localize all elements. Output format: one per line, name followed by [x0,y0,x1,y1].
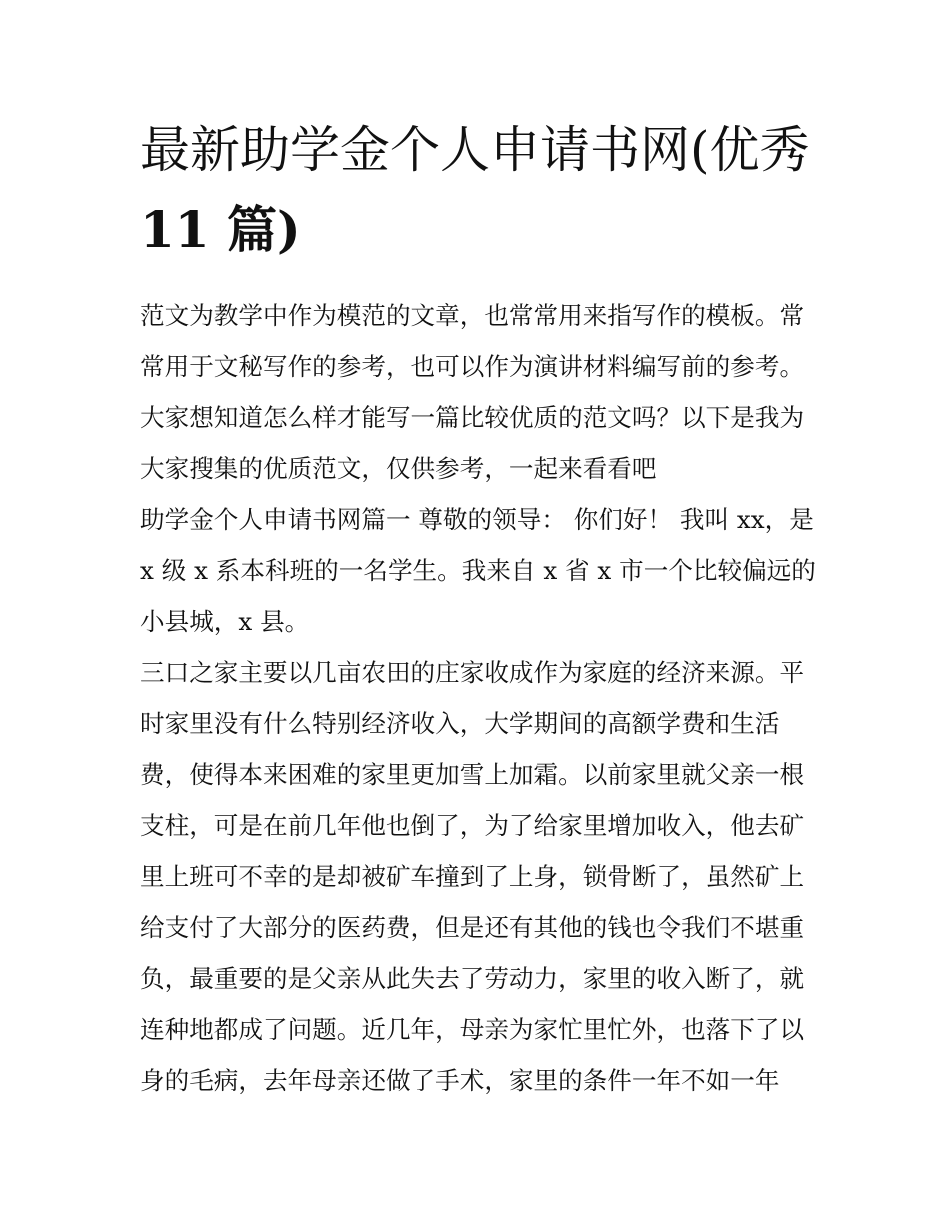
text-line: 助学金个人申请书网篇一 尊敬的领导： 你们好！ 我叫 xx，是 [140,505,814,534]
text-line: 身的毛病，去年母亲还做了手术，家里的条件一年不如一年 [140,1066,780,1095]
document-page [140,110,816,1106]
text-line: 连种地都成了问题。近几年，母亲为家忙里忙外，也落下了以 [140,1015,805,1044]
text-line: 支柱，可是在前几年他也倒了，为了给家里增加收入，他去矿 [140,811,805,840]
text-line: 负，最重要的是父亲从此失去了劳动力，家里的收入断了，就 [140,964,805,993]
text-line: 费，使得本来困难的家里更加雪上加霜。以前家里就父亲一根 [140,760,805,789]
text-line: 小县城，x 县。 [140,607,310,636]
text-line: 里上班可不幸的是却被矿车撞到了上身，锁骨断了，虽然矿上 [140,862,805,891]
title-line: 最新助学金个人申请书网(优秀 [140,121,810,179]
body-paragraph [140,647,812,1106]
text-line: 大家想知道怎么样才能写一篇比较优质的范文吗？以下是我为 [140,403,805,432]
title-line: 11 篇) [140,200,301,259]
text-line: x 级 x 系本科班的一名学生。我来自 x 省 x 市一个比较偏远的 [140,556,816,585]
document-title [140,110,812,270]
greeting-paragraph [140,494,816,647]
intro-paragraph [140,290,812,494]
text-line: 三口之家主要以几亩农田的庄家收成作为家庭的经济来源。平 [140,658,805,687]
text-line: 范文为教学中作为模范的文章，也常常用来指写作的模板。常 [140,301,805,330]
text-line: 给支付了大部分的医药费，但是还有其他的钱也令我们不堪重 [140,913,805,942]
text-line: 时家里没有什么特别经济收入，大学期间的高额学费和生活 [140,709,780,738]
text-line: 常用于文秘写作的参考，也可以作为演讲材料编写前的参考。 [140,352,805,381]
text-line: 大家搜集的优质范文，仅供参考，一起来看看吧 [140,454,657,483]
